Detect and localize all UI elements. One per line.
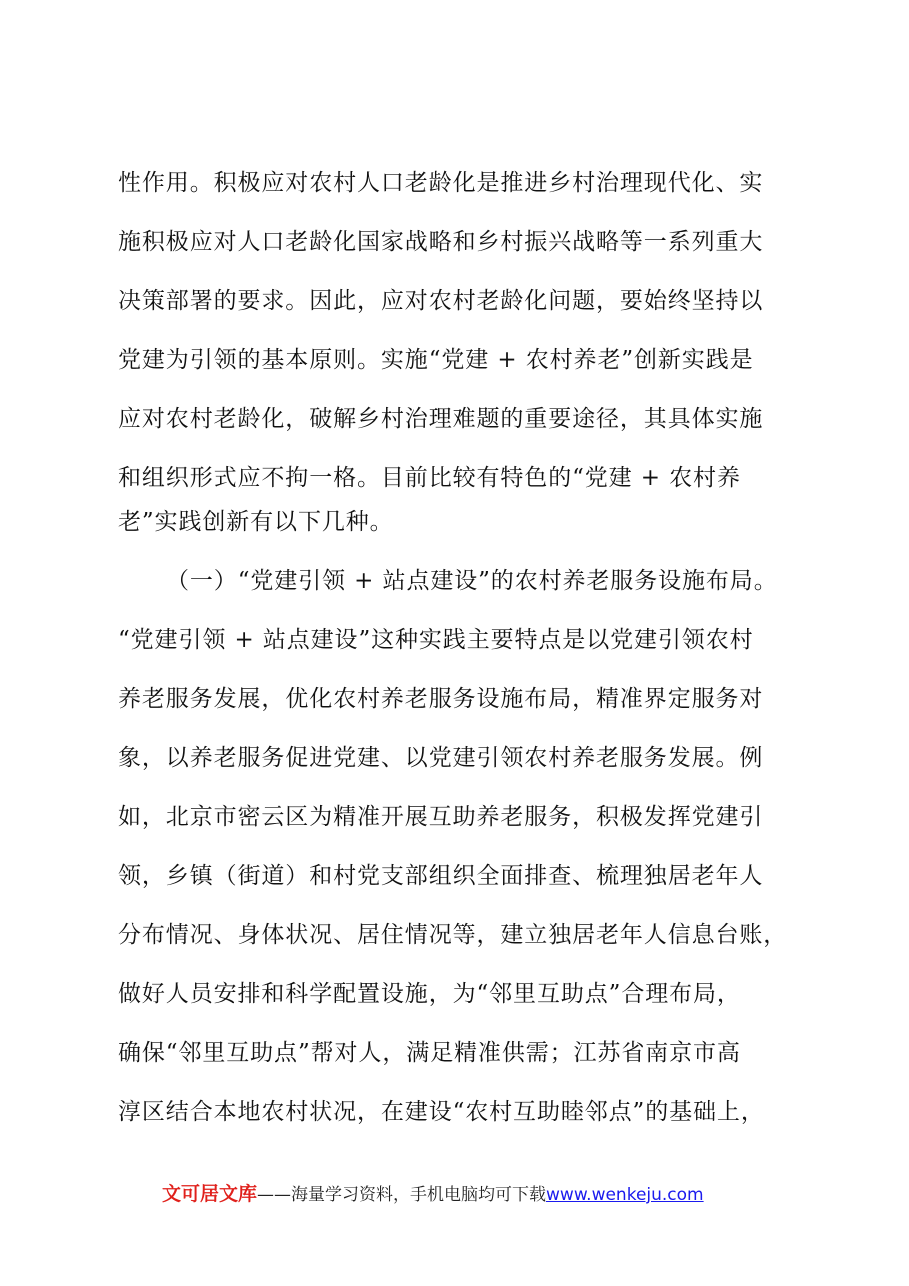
- paragraph-line: 党建为引领的基本原则。实施“党建 + 农村养老”创新实践是: [118, 347, 754, 373]
- footer-banner: [162, 1182, 704, 1207]
- section-heading: （一）“党建引领 + 站点建设”的农村养老服务设施布局。: [166, 568, 778, 594]
- footer-link[interactable]: www.wenkeju.com: [546, 1185, 704, 1205]
- paragraph-line: 确保“邻里互助点”帮对人，满足精准供需；江苏省南京市高: [118, 1040, 741, 1066]
- footer-tagline: ——海量学习资料，手机电脑均可下载: [257, 1185, 547, 1205]
- paragraph-line: 领，乡镇（街道）和村党支部组织全面排查、梳理独居老年人: [118, 863, 764, 889]
- paragraph-line: 象，以养老服务促进党建、以党建引领农村养老服务发展。例: [118, 745, 764, 771]
- paragraph-line: 老”实践创新有以下几种。: [118, 509, 394, 535]
- paragraph-line: 如，北京市密云区为精准开展互助养老服务，积极发挥党建引: [118, 804, 764, 830]
- paragraph-line: 应对农村老龄化，破解乡村治理难题的重要途径，其具体实施: [118, 406, 764, 432]
- paragraph-line: 分布情况、身体状况、居住情况等，建立独居老年人信息台账，: [118, 922, 788, 948]
- paragraph-line: 决策部署的要求。因此，应对农村老龄化问题，要始终坚持以: [118, 288, 764, 314]
- paragraph-line: 养老服务发展，优化农村养老服务设施布局，精准界定服务对: [118, 686, 764, 712]
- paragraph-line: 性作用。积极应对农村人口老龄化是推进乡村治理现代化、实: [118, 170, 764, 196]
- footer-brand: 文可居文库: [162, 1183, 258, 1205]
- paragraph-line: 做好人员安排和科学配置设施，为“邻里互助点”合理布局，: [118, 981, 741, 1007]
- paragraph-line: 淳区结合本地农村状况，在建设“农村互助睦邻点”的基础上，: [118, 1099, 765, 1125]
- paragraph-line: “党建引领 + 站点建设”这种实践主要特点是以党建引领农村: [118, 627, 754, 653]
- paragraph-line: 和组织形式应不拘一格。目前比较有特色的“党建 + 农村养: [118, 465, 741, 491]
- paragraph-line: 施积极应对人口老龄化国家战略和乡村振兴战略等一系列重大: [118, 229, 764, 255]
